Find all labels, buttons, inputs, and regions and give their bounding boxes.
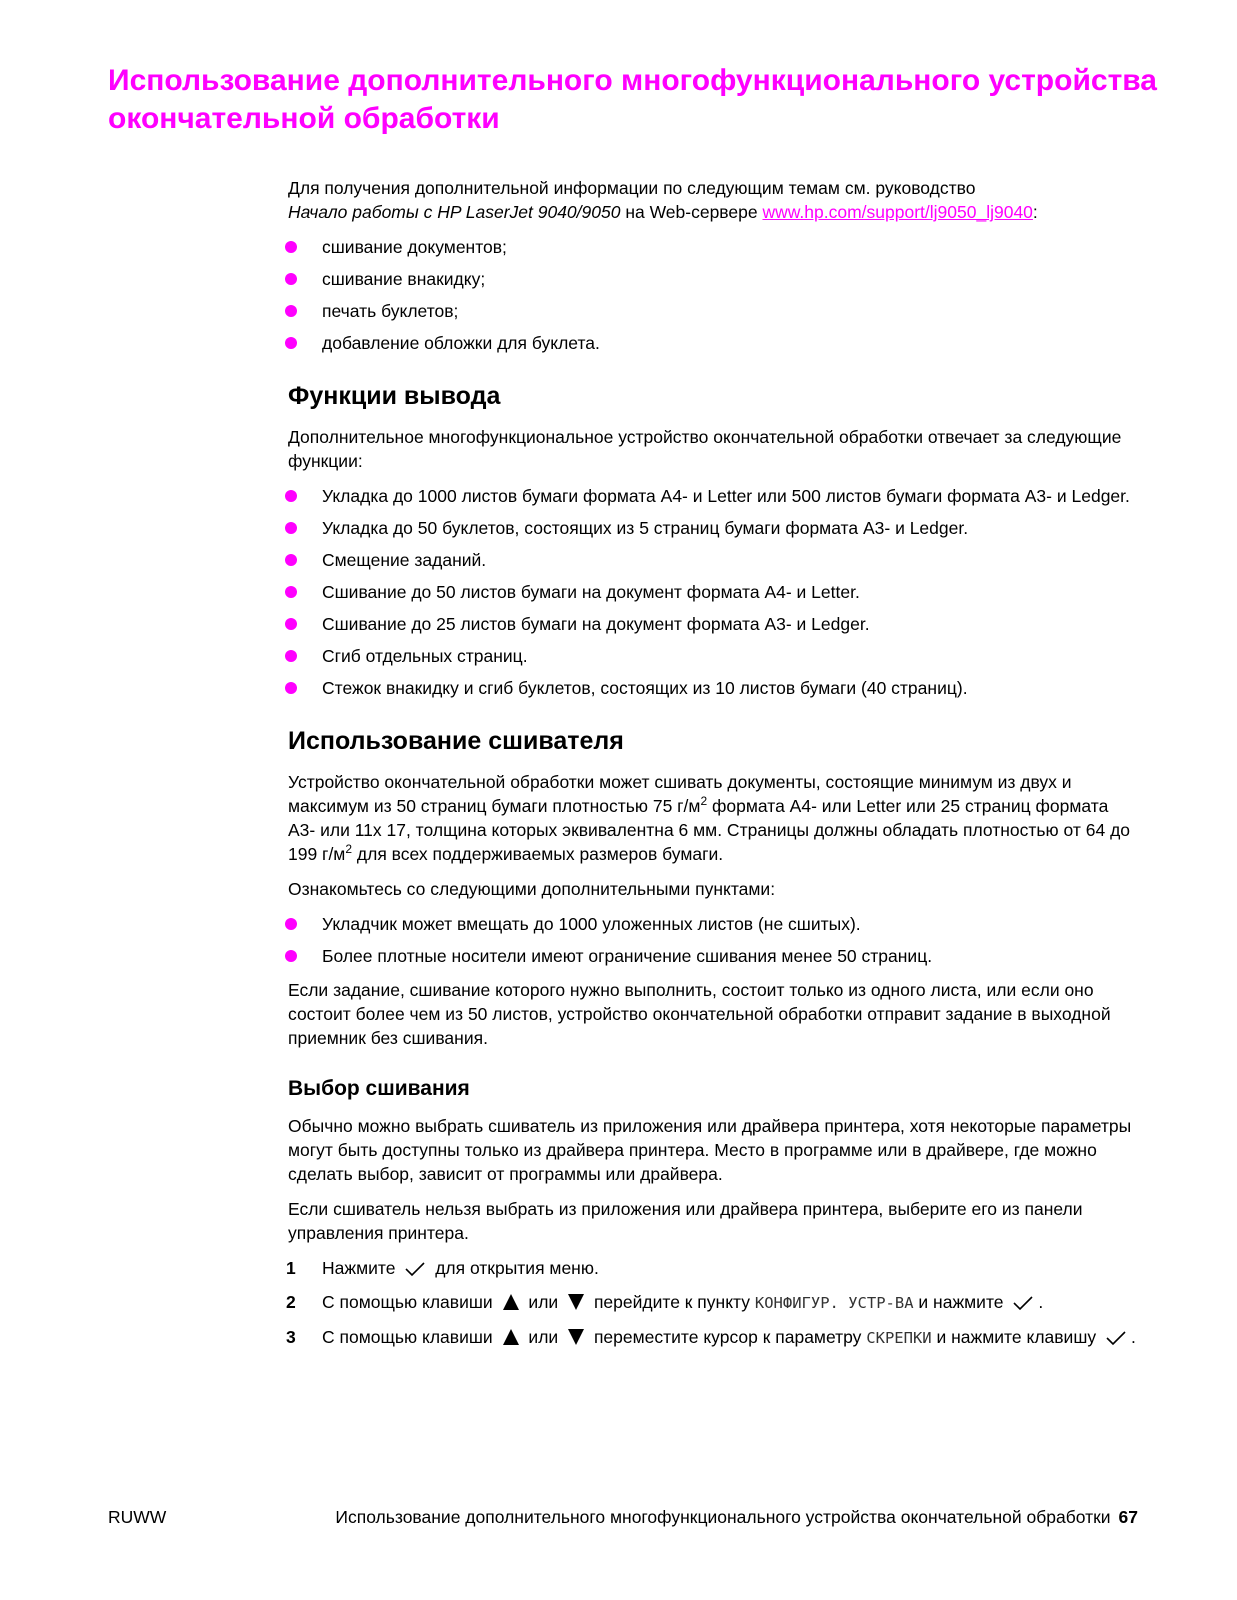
footer-code: RUWW [108, 1507, 167, 1527]
list-item: сшивание внакидку; [288, 267, 1136, 291]
intro-bullet-list [288, 235, 1136, 355]
list-item: добавление обложки для буклета. [288, 331, 1136, 355]
checkmark-icon [1012, 1295, 1034, 1311]
stapler-paragraph-3: Если задание, сшивание которого нужно выполнить, состоит только из одного листа, или если оно состоит более чем из 50 листов, устройство окончательной обработки отправит задание в выходной приемник без сшивания. [288, 980, 1111, 1048]
step-2: 2 С помощью клавиши или перейдите к пункту КОНФИГУР. УСТР-ВА и нажмите . [286, 1292, 1044, 1312]
bullet-icon [285, 650, 297, 662]
intro-paragraph [288, 176, 1136, 224]
guide-title: Начало работы с HP LaserJet 9040/9050 [288, 202, 621, 222]
page-number: 67 [1118, 1507, 1138, 1527]
intro-text-2: на Web-сервере [620, 202, 763, 222]
up-arrow-icon [502, 1293, 520, 1311]
main-content [288, 176, 1136, 1360]
step-3: 3 С помощью клавиши или переместите курсор к параметру СКРЕПКИ и нажмите клавишу . [286, 1327, 1136, 1347]
stapler-bullet-list [288, 912, 1136, 968]
list-item: Сгиб отдельных страниц. [288, 644, 1136, 668]
output-bullet-list [288, 484, 1136, 700]
section-heading-stapler: Использование сшивателя [288, 727, 624, 755]
bullet-icon [285, 273, 297, 285]
list-item: Более плотные носители имеют ограничение сшивания менее 50 страниц. [288, 944, 1136, 968]
up-arrow-icon [502, 1328, 520, 1346]
checkmark-icon [404, 1261, 426, 1277]
bullet-icon [285, 305, 297, 317]
list-item: сшивание документов; [288, 235, 1136, 259]
support-link[interactable]: www.hp.com/support/lj9050_lj9040 [762, 202, 1033, 222]
bullet-icon [285, 522, 297, 534]
select-paragraph-1: Обычно можно выбрать сшиватель из приложения или драйвера принтера, хотя некоторые параметры могут быть доступны только из драйвера принтера. Место в программе или в драйвере, где можно сделать выбор, зависит от программы или драйвера. [288, 1116, 1132, 1184]
intro-colon: : [1032, 202, 1038, 222]
page-title: Использование дополнительного многофункционального устройства окончательной обработки [108, 64, 1157, 135]
footer-title: Использование дополнительного многофункционального устройства окончательной обработки 67 [335, 1507, 1138, 1527]
stapler-note-intro: Ознакомьтесь со следующими дополнительными пунктами: [288, 879, 776, 899]
bullet-icon [285, 554, 297, 566]
bullet-icon [285, 618, 297, 630]
list-item: Укладка до 50 буклетов, состоящих из 5 страниц бумаги формата A3- и Ledger. [288, 516, 1136, 540]
stapler-paragraph: Устройство окончательной обработки может сшивать документы, состоящие минимум из двух и максимум из 50 страниц бумаги плотностью 75 $г/м^2$ формата A4- или Letter или 25 страниц формата A3- или 11x 17, толщина которых эквивалентна 6 мм. Страницы должны обладать плотностью от 64 до 199 $г/м^2$ для всех поддерживаемых размеров бумаги. [288, 772, 1131, 864]
list-item: Стежок внакидку и сгиб буклетов, состоящих из 10 листов бумаги (40 страниц). [288, 676, 1136, 700]
list-item: печать буклетов; [288, 299, 1136, 323]
list-item: Укладчик может вмещать до 1000 уложенных листов (не сшитых). [288, 912, 1136, 936]
output-paragraph: Дополнительное многофункциональное устройство окончательной обработки отвечает за следующие функции: [288, 427, 1122, 471]
bullet-icon [285, 918, 297, 930]
intro-text: Для получения дополнительной информации по следующим темам см. руководство [288, 178, 976, 198]
bullet-icon [285, 490, 297, 502]
bullet-icon [285, 337, 297, 349]
list-item: Укладка до 1000 листов бумаги формата A4- и Letter или 500 листов бумаги формата A3- и Ledger. [288, 484, 1136, 508]
list-item: Сшивание до 50 листов бумаги на документ формата A4- и Letter. [288, 580, 1136, 604]
bullet-icon [285, 682, 297, 694]
bullet-icon [285, 586, 297, 598]
section-heading-select: Выбор сшивания [288, 1077, 470, 1100]
down-arrow-icon [567, 1293, 585, 1311]
step-1: 1 Нажмите для открытия меню. [286, 1258, 599, 1278]
list-item: Смещение заданий. [288, 548, 1136, 572]
menu-item-config: КОНФИГУР. УСТР-ВА [754, 1294, 914, 1312]
section-heading-output: Функции вывода [288, 382, 501, 410]
select-paragraph-2: Если сшиватель нельзя выбрать из приложения или драйвера принтера, выберите его из панели управления принтера. [288, 1199, 1083, 1243]
down-arrow-icon [567, 1328, 585, 1346]
steps-list [288, 1256, 1136, 1350]
menu-item-staples: СКРЕПКИ [866, 1329, 932, 1347]
bullet-icon [285, 950, 297, 962]
list-item: Сшивание до 25 листов бумаги на документ формата A3- и Ledger. [288, 612, 1136, 636]
bullet-icon [285, 241, 297, 253]
checkmark-icon [1105, 1330, 1127, 1346]
